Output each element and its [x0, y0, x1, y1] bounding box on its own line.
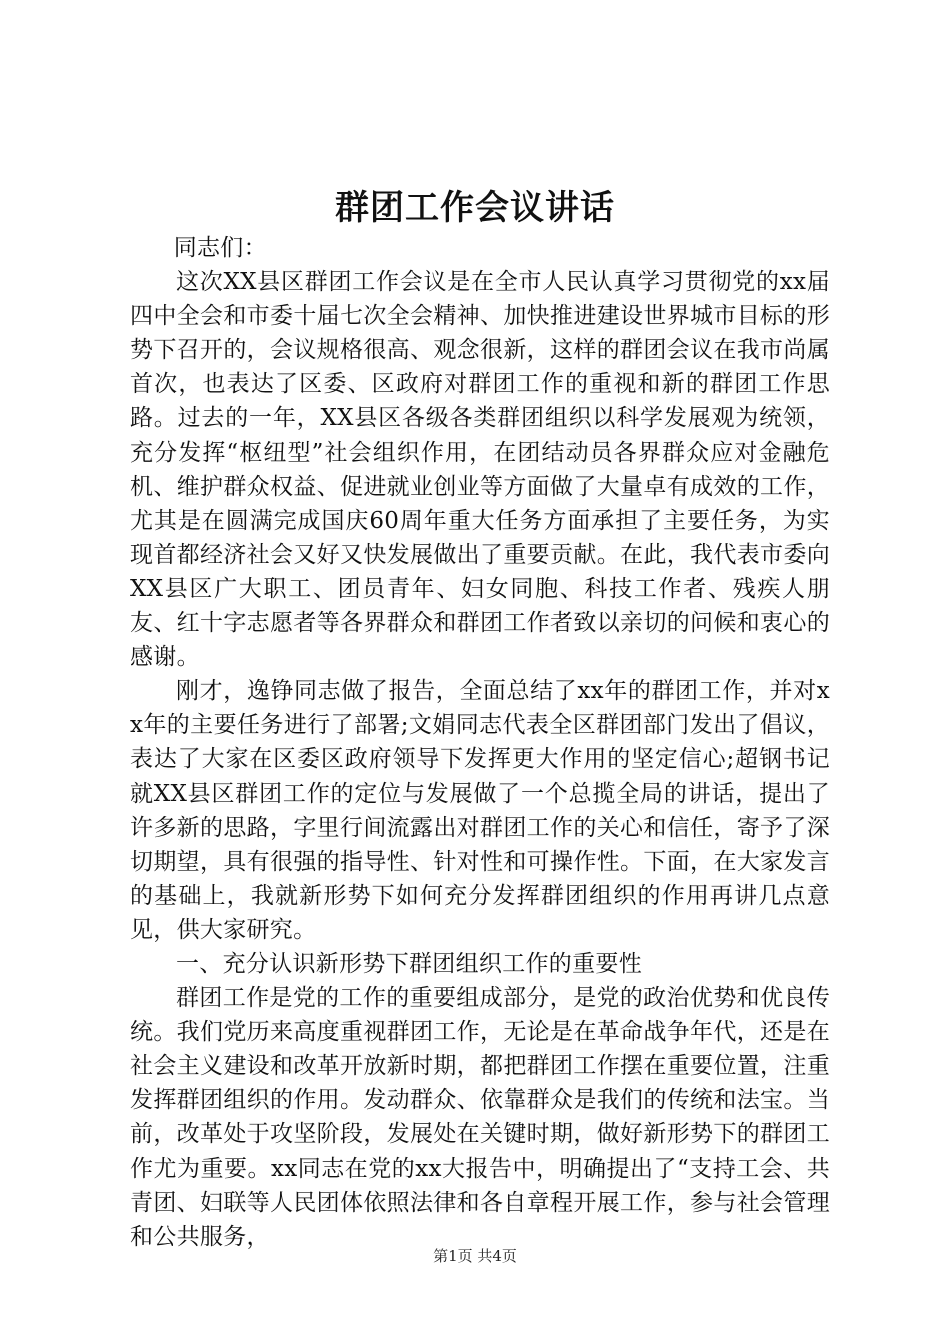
- document-body: [130, 231, 830, 1254]
- body-paragraph: 群团工作是党的工作的重要组成部分，是党的政治优势和优良传统。我们党历来高度重视群团工作，无论是在革命战争年代，还是在社会主义建设和改革开放新时期，都把群团工作摆在重要位置，注重发挥群团组织的作用。发动群众、依靠群众是我们的传统和法宝。当前，改革处于攻坚阶段，发展处在关键时期，做好新形势下的群团工作尤为重要。xx同志在党的xx大报告中，明确提出了“支持工会、共青团、妇联等人民团体依照法律和各自章程开展工作，参与社会管理和公共服务，: [130, 985, 830, 1250]
- body-paragraph: 这次XX县区群团工作会议是在全市人民认真学习贯彻党的xx届四中全会和市委十届七次全会精神、加快推进建设世界城市目标的形势下召开的，会议规格很高、观念很新，这样的群团会议在我市尚属首次，也表达了区委、区政府对群团工作的重视和新的群团工作思路。过去的一年，XX县区各级各类群团组织以科学发展观为统领，充分发挥“枢纽型”社会组织作用，在团结动员各界群众应对金融危机、维护群众权益、促进就业创业等方面做了大量卓有成效的工作，尤其是在圆满完成国庆60周年重大任务方面承担了主要任务，为实现首都经济社会又好又快发展做出了重要贡献。在此，我代表市委向XX县区广大职工、团员青年、妇女同胞、科技工作者、残疾人朋友、红十字志愿者等各界群众和群团工作者致以亲切的问候和衷心的感谢。: [130, 269, 830, 671]
- salutation-paragraph: 同志们：: [173, 235, 267, 261]
- section-heading: 一、充分认识新形势下群团组织工作的重要性: [176, 950, 642, 977]
- body-paragraph: 刚才，逸铮同志做了报告，全面总结了xx年的群团工作，并对xx年的主要任务进行了部署;文娟同志代表全区群团部门发出了倡议，表达了大家在区委区政府领导下发挥更大作用的坚定信心;超钢书记就XX县区群团工作的定位与发展做了一个总揽全局的讲话，提出了许多新的思路，字里行间流露出对群团工作的关心和信任，寄予了深切期望，具有很强的指导性、针对性和可操作性。下面，在大家发言的基础上，我就新形势下如何充分发挥群团组织的作用再讲几点意见，供大家研究。: [130, 678, 830, 943]
- page-footer: 第1页 共4页: [433, 1247, 517, 1265]
- document-title: 群团工作会议讲话: [335, 188, 615, 228]
